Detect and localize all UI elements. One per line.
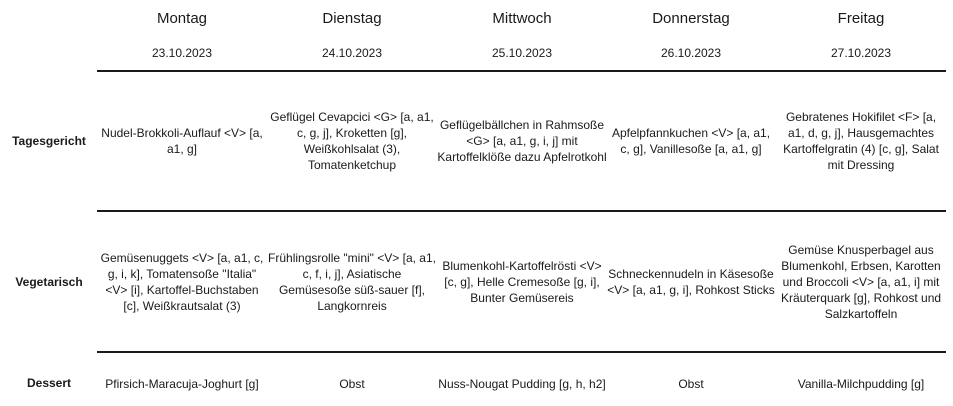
meal-tagesgericht-thursday: Apfelpfannkuchen <V> [a, a1, c, g], Vanillesoße [a, a1, g] (611, 126, 771, 156)
meal-dessert-thursday: Obst (678, 377, 704, 391)
row-label-tagesgericht: Tagesgericht (12, 134, 86, 148)
meal-vegetarisch-monday: Gemüsenuggets <V> [a, a1, c, g, i, k], Tomatensoße "Italia" <V> [i], Kartoffel-Buchstaben [c], Weißkrautsalat (3) (100, 251, 264, 313)
day-name-tuesday: Dienstag (322, 10, 382, 27)
row-label-dessert: Dessert (26, 376, 72, 390)
meal-dessert-monday: Pfirsich-Maracuja-Joghurt [g] (105, 377, 259, 391)
meal-tagesgericht-monday: Nudel-Brokkoli-Auflauf <V> [a, a1, g] (101, 126, 263, 156)
meal-tagesgericht-tuesday: Geflügel Cevapcici <G> [a, a1, c, g, j], Kroketten [g], Weißkohlsalat (3), Tomatenketchup (270, 110, 434, 172)
day-date-wednesday: 25.10.2023 (491, 46, 553, 60)
row-divider (97, 70, 946, 72)
row-divider (97, 210, 946, 212)
meal-tagesgericht-friday: Gebratenes Hokifilet <F> [a, a1, d, g, j], Hausgemachtes Kartoffelgratin (4) [c, g], Salat mit Dressing (783, 110, 939, 172)
meal-dessert-wednesday: Nuss-Nougat Pudding [g, h, h2] (438, 377, 606, 391)
meal-tagesgericht-wednesday: Geflügelbällchen in Rahmsoße <G> [a, a1, g, i, j] mit Kartoffelklöße dazu Apfelrotkohl (437, 118, 607, 164)
day-date-monday: 23.10.2023 (151, 46, 213, 60)
day-name-wednesday: Mittwoch (492, 10, 552, 27)
day-date-tuesday: 24.10.2023 (321, 46, 383, 60)
day-name-friday: Freitag (837, 10, 885, 27)
meal-vegetarisch-tuesday: Frühlingsrolle "mini" <V> [a, a1, c, f, i, j], Asiatische Gemüsesoße süß-sauer [f], Langkornreis (268, 251, 436, 313)
row-label-vegetarisch: Vegetarisch (15, 275, 83, 289)
meal-vegetarisch-wednesday: Blumenkohl-Kartoffelrösti <V> [c, g], Helle Cremesoße [g, i], Bunter Gemüsereis (442, 259, 602, 305)
day-date-friday: 27.10.2023 (830, 46, 892, 60)
day-name-monday: Montag (156, 10, 208, 27)
meal-dessert-tuesday: Obst (339, 377, 365, 391)
row-divider (97, 351, 946, 353)
day-name-thursday: Donnerstag (652, 10, 730, 27)
meal-vegetarisch-thursday: Schneckennudeln in Käsesoße <V> [a, a1, g, i], Rohkost Sticks (607, 267, 775, 297)
meal-dessert-friday: Vanilla-Milchpudding [g] (797, 377, 925, 391)
day-date-thursday: 26.10.2023 (660, 46, 722, 60)
meal-vegetarisch-friday: Gemüse Knusperbagel aus Blumenkohl, Erbsen, Karotten und Broccoli <V> [a, a1, i] mit Kräuterquark [g], Rohkost und Salzkartoffeln (780, 243, 942, 321)
